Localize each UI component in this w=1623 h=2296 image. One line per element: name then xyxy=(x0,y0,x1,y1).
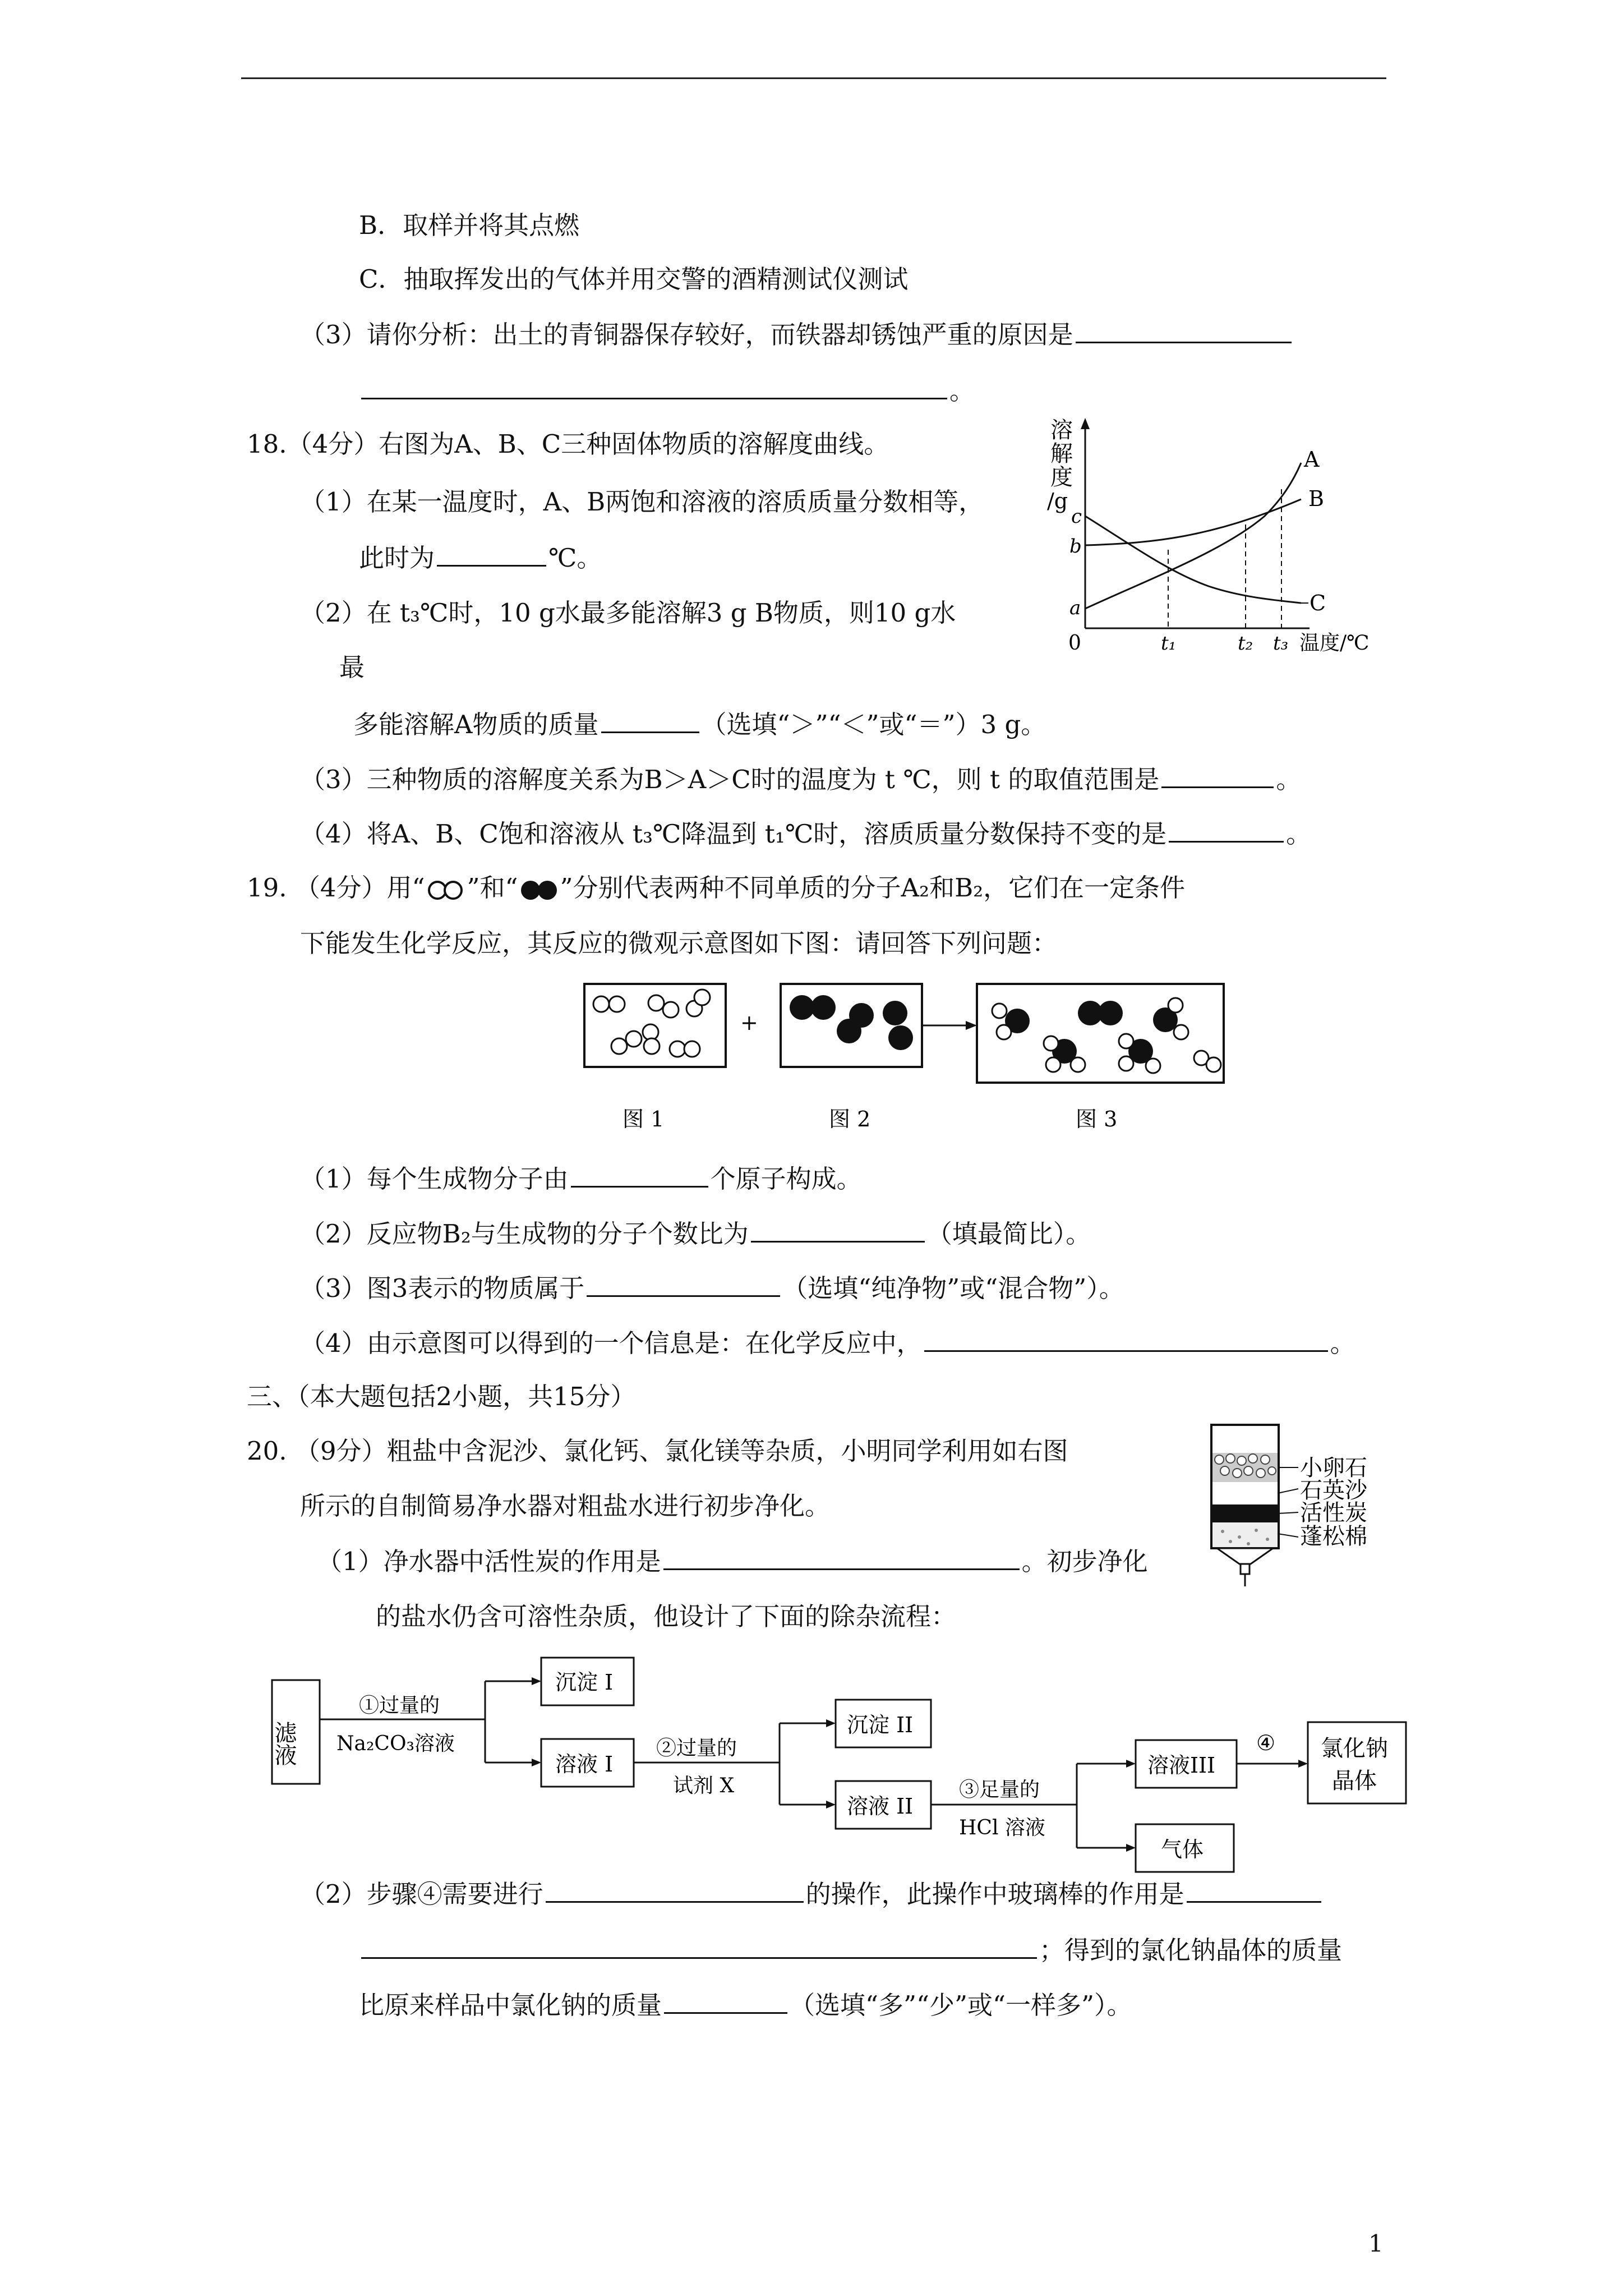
q20-stem2: 所示的自制简易净水器对粗盐水进行初步净化。 xyxy=(300,1491,831,1521)
xtick-t3: t₃ xyxy=(1273,632,1289,655)
flow-start-char1: 滤液 xyxy=(271,1721,297,1766)
flow-sol1: 溶液 I xyxy=(555,1752,614,1777)
solubility-graph xyxy=(1040,415,1388,662)
molecule-b2-icon xyxy=(518,879,560,901)
figure-2-label: 图 2 xyxy=(829,1107,871,1131)
answer-blank[interactable] xyxy=(663,1544,1020,1570)
figure-3-label: 图 3 xyxy=(1076,1107,1118,1131)
answer-blank[interactable] xyxy=(924,1326,1328,1352)
curve-label-a: A xyxy=(1304,447,1320,472)
q19-stem2: 下能发生化学反应，其反应的微观示意图如下图：请回答下列问题： xyxy=(300,928,1058,958)
q18-sub2: （2）在 t₃℃时，10 g水最多能溶解3 g B物质，则10 g水 xyxy=(300,598,956,628)
q18-sub2-cont1: 最 xyxy=(339,652,365,682)
filter-label-cotton: 蓬松棉 xyxy=(1300,1524,1367,1549)
flow-ppt2: 沉淀 II xyxy=(847,1713,914,1737)
answer-blank[interactable] xyxy=(751,1216,925,1243)
flow-step3-label: ③足量的 xyxy=(959,1778,1040,1801)
section-3-heading: 三、（本大题包括2小题，共15分） xyxy=(247,1382,636,1411)
flow-step1-reagent: Na₂CO₃溶液 xyxy=(336,1732,455,1755)
flow-sol3: 溶液III xyxy=(1147,1753,1216,1778)
plus-sign: + xyxy=(740,1010,758,1035)
answer-blank[interactable] xyxy=(361,373,947,399)
graph-origin: 0 xyxy=(1068,632,1081,655)
filter-label-pebbles: 小卵石 xyxy=(1300,1455,1367,1481)
q20-sub2-cont2: 比原来样品中氯化钠的质量 （选填“多”“少”或“一样多”）。 xyxy=(359,1987,1132,2022)
answer-blank[interactable] xyxy=(361,1932,1037,1959)
flow-product-line1: 氯化钠 xyxy=(1321,1736,1388,1761)
q19-stem: 19. （4分）用“ ”和“ ”分别代表两种不同单质的分子A₂和B₂，它们在一定条件 xyxy=(247,873,1186,903)
q20-sub1-cont: 的盐水仍含可溶性杂质，他设计了下面的除杂流程： xyxy=(376,1602,957,1631)
answer-blank[interactable] xyxy=(664,1987,787,2014)
answer-blank[interactable] xyxy=(1187,1876,1321,1903)
q18-stem: 18.（4分）右图为A、B、C三种固体物质的溶解度曲线。 xyxy=(247,429,889,459)
q19-sub3: （3）图3表示的物质属于 （选填“纯净物”或“混合物”）。 xyxy=(300,1271,1124,1305)
filter-label-quartz-sand: 石英沙 xyxy=(1300,1478,1367,1503)
xtick-t1: t₁ xyxy=(1161,632,1177,655)
svg-text:度: 度 xyxy=(1050,464,1073,490)
xtick-t2: t₂ xyxy=(1238,632,1253,655)
q18-sub1: （1）在某一温度时，A、B两饱和溶液的溶质质量分数相等， xyxy=(300,487,984,517)
answer-blank[interactable] xyxy=(1076,317,1292,343)
q18-sub2-cont2: 多能溶解A物质的质量 （选填“＞”“＜”或“＝”）3 g。 xyxy=(353,707,1046,742)
svg-text:解: 解 xyxy=(1050,441,1073,467)
ytick-a: a xyxy=(1069,597,1081,619)
ytick-c: c xyxy=(1071,505,1082,528)
filter-label-activated-carbon: 活性炭 xyxy=(1300,1500,1367,1526)
water-filter-diagram xyxy=(1195,1419,1396,1588)
flow-step3-reagent: HCl 溶液 xyxy=(959,1816,1045,1839)
curve-label-c: C xyxy=(1310,591,1326,615)
q20-stem: 20. （9分）粗盐中含泥沙、氯化钙、氯化镁等杂质，小明同学利用如右图 xyxy=(247,1436,1068,1466)
page-number: 1 xyxy=(1368,2230,1384,2257)
graph-xlabel: 温度/℃ xyxy=(1299,632,1370,655)
flow-step4-label: ④ xyxy=(1256,1731,1276,1755)
reaction-diagram xyxy=(578,976,1251,1139)
svg-text:/g: /g xyxy=(1047,489,1068,513)
figure-1-label: 图 1 xyxy=(623,1107,665,1131)
q20-sub1: （1）净水器中活性炭的作用是 。初步净化 xyxy=(317,1544,1148,1579)
answer-blank[interactable] xyxy=(437,540,546,567)
answer-blank[interactable] xyxy=(601,707,699,733)
q17-sub3-cont: 。 xyxy=(359,373,975,408)
q18-sub4: （4）将A、B、C饱和溶液从 t₃℃降温到 t₁℃时，溶质质量分数保持不变的是 。 xyxy=(300,816,1311,851)
answer-blank[interactable] xyxy=(546,1876,804,1903)
q17-sub3: （3）请你分析：出土的青铜器保存较好，而铁器却锈蚀严重的原因是 xyxy=(300,317,1294,352)
flow-step2-label: ②过量的 xyxy=(656,1737,737,1760)
q18-sub3: （3）三种物质的溶解度关系为B＞A＞C时的温度为 t ℃，则 t 的取值范围是 。 xyxy=(300,762,1301,797)
q19-sub4: （4）由示意图可以得到的一个信息是：在化学反应中， 。 xyxy=(300,1326,1355,1360)
q20-sub2-cont1: ；得到的氯化钠晶体的质量 xyxy=(359,1932,1342,1967)
flow-ppt1: 沉淀 I xyxy=(555,1670,614,1695)
answer-blank[interactable] xyxy=(1161,762,1274,788)
answer-blank[interactable] xyxy=(1169,816,1284,843)
q17-option-c: C．抽取挥发出的气体并用交警的酒精测试仪测试 xyxy=(359,264,909,294)
molecule-a2-icon xyxy=(425,879,467,901)
q19-sub1: （1）每个生成物分子由 个原子构成。 xyxy=(300,1161,862,1196)
flow-product-line2: 晶体 xyxy=(1332,1768,1377,1794)
graph-ylabel: 溶 xyxy=(1050,417,1073,443)
q20-sub2: （2）步骤④需要进行 的操作，此操作中玻璃棒的作用是 xyxy=(300,1876,1324,1911)
flow-step2-reagent: 试剂 X xyxy=(673,1774,735,1797)
flow-sol2: 溶液 II xyxy=(847,1794,914,1819)
purification-flowchart xyxy=(264,1649,1413,1885)
answer-blank[interactable] xyxy=(571,1161,708,1188)
ytick-b: b xyxy=(1069,535,1082,558)
curve-label-b: B xyxy=(1308,486,1324,511)
q17-option-b: B．取样并将其点燃 xyxy=(359,210,580,240)
curve-b xyxy=(1085,499,1301,545)
header-rule xyxy=(241,77,1386,79)
flow-gas: 气体 xyxy=(1161,1837,1204,1862)
q18-sub1-cont: 此时为 ℃。 xyxy=(359,540,602,575)
q19-sub2: （2）反应物B₂与生成物的分子个数比为 （填最简比）。 xyxy=(300,1216,1091,1251)
answer-blank[interactable] xyxy=(587,1271,780,1297)
flow-step1-label: ①过量的 xyxy=(359,1694,440,1717)
